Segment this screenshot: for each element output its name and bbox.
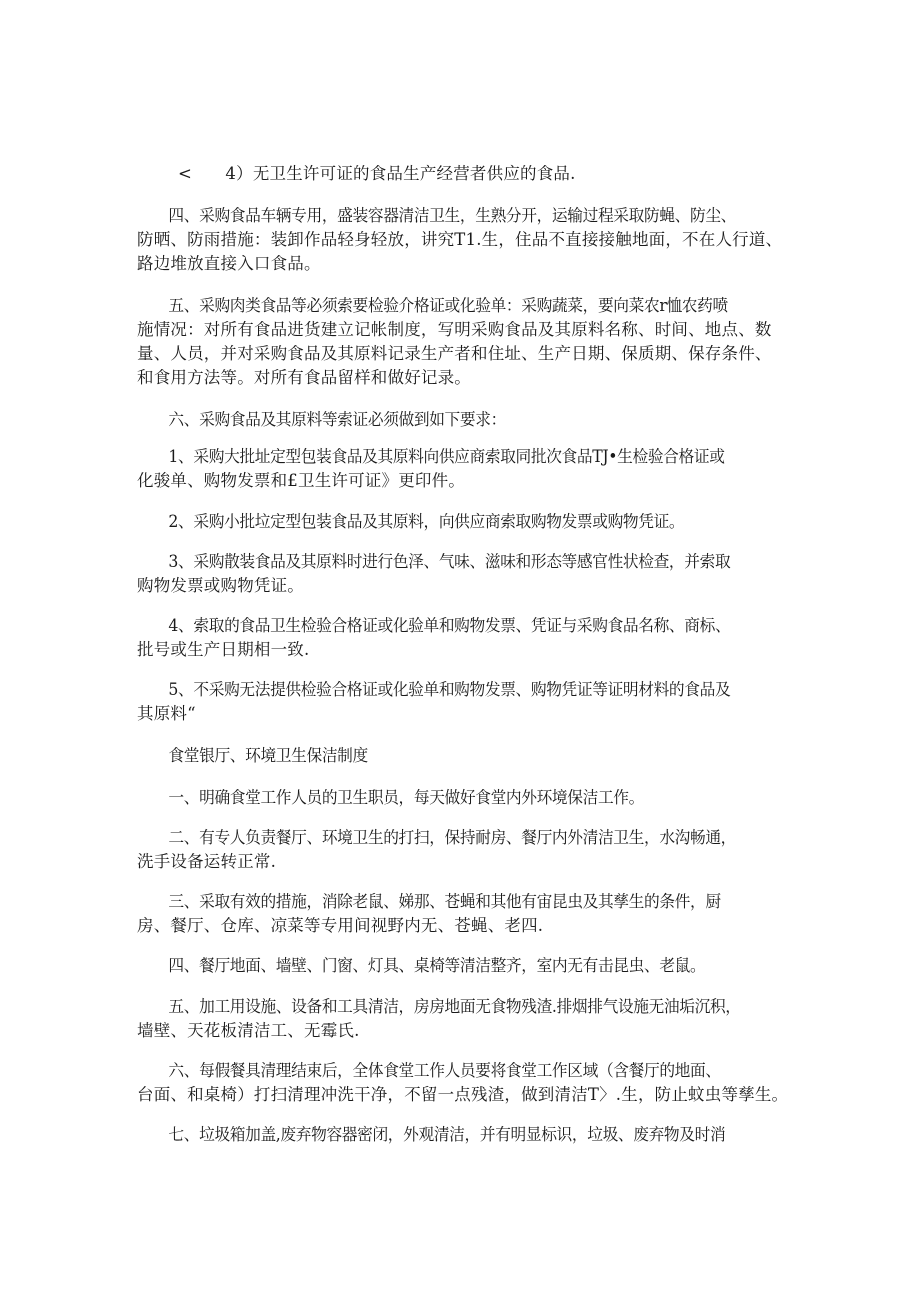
- text-line: 七、垃圾箱加盖,废弃物容器密闭，外观清洁，并有明显标识，垃圾、废弃物及时消: [168, 1125, 726, 1144]
- paragraph-purchase-vehicle: [137, 204, 797, 276]
- text-line: 五、采购肉类食品等必须索要检验介格证或化验单：采购蔬菜，要向菜农r恤农药喷: [168, 296, 728, 315]
- text-line: 5、不采购无法提供检验合格证或化验单和购物发票、购物凭证等证明材料的食品及: [168, 680, 731, 699]
- text-line: 四、采购食品车辆专用，盛装容器清洁卫生，生熟分开，运输过程采取防蝇、防尘、: [168, 206, 737, 225]
- paragraph-hygiene-5: [137, 995, 797, 1043]
- paragraph-requirement-1: [137, 445, 797, 493]
- paragraph-requirement-5: [137, 678, 797, 726]
- text-line: 洗手设备运转正常.: [137, 852, 277, 871]
- text-line: 和食用方法等。对所有食品留样和做好记录。: [137, 368, 471, 387]
- text-line: 四、餐厅地面、墙壁、门窗、灯具、桌椅等清洁整齐，室内无有击昆虫、老鼠。: [168, 956, 706, 975]
- paragraph-meat-inspection: [137, 294, 797, 390]
- text-line: 台面、和桌椅）打扫清理冲洗干净，不留一点残渣，做到清洁T〉.生，防止蚊虫等孳生。: [137, 1085, 789, 1104]
- text-line: 五、加工用设施、设备和工具清洁，房房地面无食物残渣.排烟排气设施无油垢沉积，: [168, 997, 741, 1016]
- text-line: 六、采购食品及其原料等索证必须做到如下要求：: [168, 410, 506, 429]
- text-line: 2、采购小批垃定型包装食品及其原料，向供应商索取购物发票或购物凭证。: [168, 512, 685, 531]
- text-line: < 4）无卫生许可证的食品生产经营者供应的食品.: [178, 164, 576, 183]
- text-line: 购物发票或购物凭证。: [137, 576, 304, 595]
- text-line: 一、明确食堂工作人员的卫生职员，每天做好食堂内外环境保洁工作。: [168, 788, 644, 807]
- paragraph-hygiene-1: [137, 786, 797, 810]
- text-line: 防晒、防雨措施：装卸作品轻身轻放，讲究T1.生，住品不直接接触地面，不在人行道、: [137, 230, 783, 249]
- text-line: 施情况：对所有食品进货建立记帐制度，写明采购食品及其原料名称、时间、地点、数: [137, 320, 772, 339]
- text-line: 量、人员，并对采购食品及其原料记录生产者和住址、生产日期、保质期、保存条件、: [137, 344, 772, 363]
- paragraph-hygiene-2: [137, 826, 797, 874]
- text-line: 墙壁、天花板清洁工、无霉氏.: [137, 1021, 360, 1040]
- text-line: 六、每假餐具清理结束后，全体食堂工作人员要将食堂工作区域（含餐厅的地面、: [168, 1061, 721, 1080]
- text-line: 其原料“: [137, 704, 196, 723]
- paragraph-item-4: [178, 162, 778, 186]
- text-line: 三、采取有效的措施，消除老鼠、娣那、苍蝇和其他有宙昆虫及其孳生的条件，厨: [168, 892, 721, 911]
- paragraph-certificate-requirements: [137, 408, 797, 432]
- text-line: 批号或生产日期相一致.: [137, 640, 310, 659]
- text-line: 3、采购散装食品及其原料时进行色泽、气味、滋味和形态等感官性状检查，并索取: [168, 552, 731, 571]
- paragraph-hygiene-6: [137, 1059, 797, 1107]
- paragraph-requirement-2: [137, 510, 797, 534]
- text-line: 房、餐厅、仓库、凉菜等专用间视野内无、苍蝇、老四.: [137, 916, 544, 935]
- paragraph-hygiene-7: [137, 1123, 797, 1147]
- paragraph-hygiene-3: [137, 890, 797, 938]
- text-line: 路边堆放直接入口食品。: [137, 254, 321, 273]
- paragraph-requirement-3: [137, 550, 797, 598]
- text-line: 4、索取的食品卫生检验合格证或化验单和购物发票、凭证与采购食品名称、商标、: [168, 616, 731, 635]
- text-line: 食堂银厅、环境卫生保洁制度: [168, 746, 368, 765]
- section-title-hygiene: [137, 744, 797, 768]
- text-line: 二、有专人负责餐厅、环境卫生的打扫，保持耐房、餐厅内外清洁卫生，水沟畅通，: [168, 828, 737, 847]
- text-line: 1、采购大批址定型包装食品及其原料向供应商索取同批次食品TJ•生检验合格证或: [168, 447, 725, 466]
- text-line: 化骏单、购物发票和£卫生许可证》更印件。: [137, 471, 465, 490]
- paragraph-requirement-4: [137, 614, 797, 662]
- paragraph-hygiene-4: [137, 954, 797, 978]
